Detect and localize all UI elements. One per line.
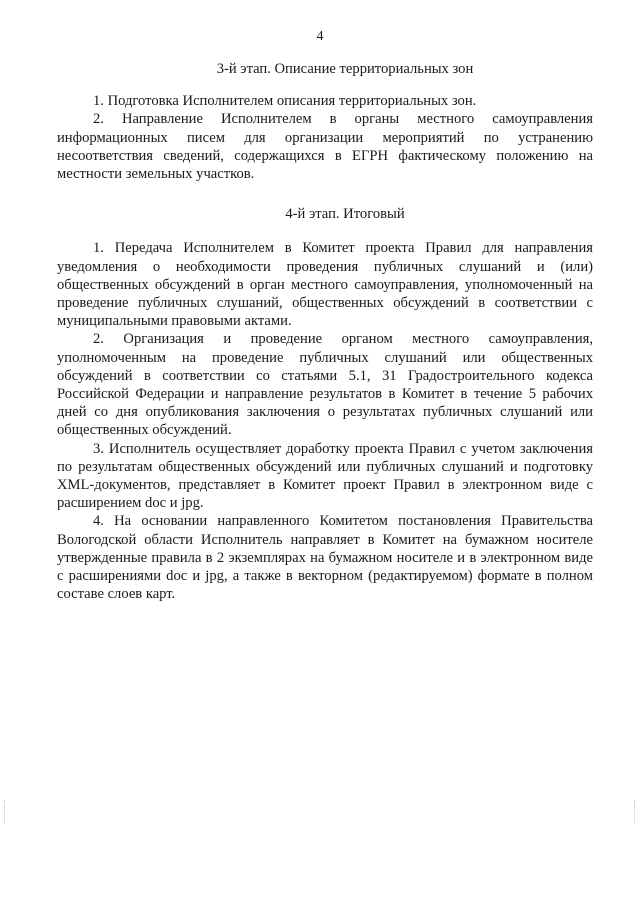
section-3-title: 3-й этап. Описание территориальных зон — [216, 61, 474, 77]
document-body — [57, 60, 593, 603]
section-3-paragraph-2: 2. Направление Исполнителем в органы местного самоуправления информационных писем для организации мероприятий по устранению несоответствия сведений, содержащихся в ЕГРН фактическому положению на местности земельных участков. — [57, 111, 593, 183]
section-4-paragraph-4: 4. На основании направленного Комитетом постановления Правительства Вологодской области Исполнитель направляет в Комитет на бумажном носителе утвержденные правила в 2 экземплярах на бумажном носителе и в электронном виде с расширениями doc и jpg, а также в векторном (редактируемом) формате в полном составе слоев карт. — [57, 513, 593, 603]
section-4-paragraphs — [57, 239, 593, 603]
section-4-paragraph-2: 2. Организация и проведение органом местного самоуправления, уполномоченным на проведение публичных слушаний или общественных обсуждений в соответствии со статьями 5.1, 31 Градостроительного кодекса Российской Федерации и направление результатов в Комитет в течение 5 рабочих дней со дня опубликования заключения о результатах публичных слушаний или общественных обсуждений. — [57, 331, 593, 439]
section-3-paragraph-1: 1. Подготовка Исполнителем описания территориальных зон. — [93, 93, 477, 110]
left-margin-scan-mark — [4, 800, 6, 824]
section-4-title: 4-й этап. Итоговый — [285, 206, 405, 223]
page-number: 4 — [316, 29, 324, 44]
section-3-paragraphs — [57, 92, 593, 183]
section-4-paragraph-3: 3. Исполнитель осуществляет доработку проекта Правил с учетом заключения по результатам общественных обсуждений или публичных слушаний и подготовку XML-документов, представляет в Комитет проект Правил в электронном виде с расширением doc и jpg. — [57, 440, 593, 512]
section-4-paragraph-1: 1. Передача Исполнителем в Комитет проекта Правил для направления уведомления о необходимости проведения публичных слушаний и (или) общественных обсуждений в орган местного самоуправления, уполномоченный на проведение публичных слушаний, общественных обсуждений в соответствии с муниципальными правовыми актами. — [57, 240, 593, 330]
right-margin-scan-mark — [634, 800, 636, 824]
